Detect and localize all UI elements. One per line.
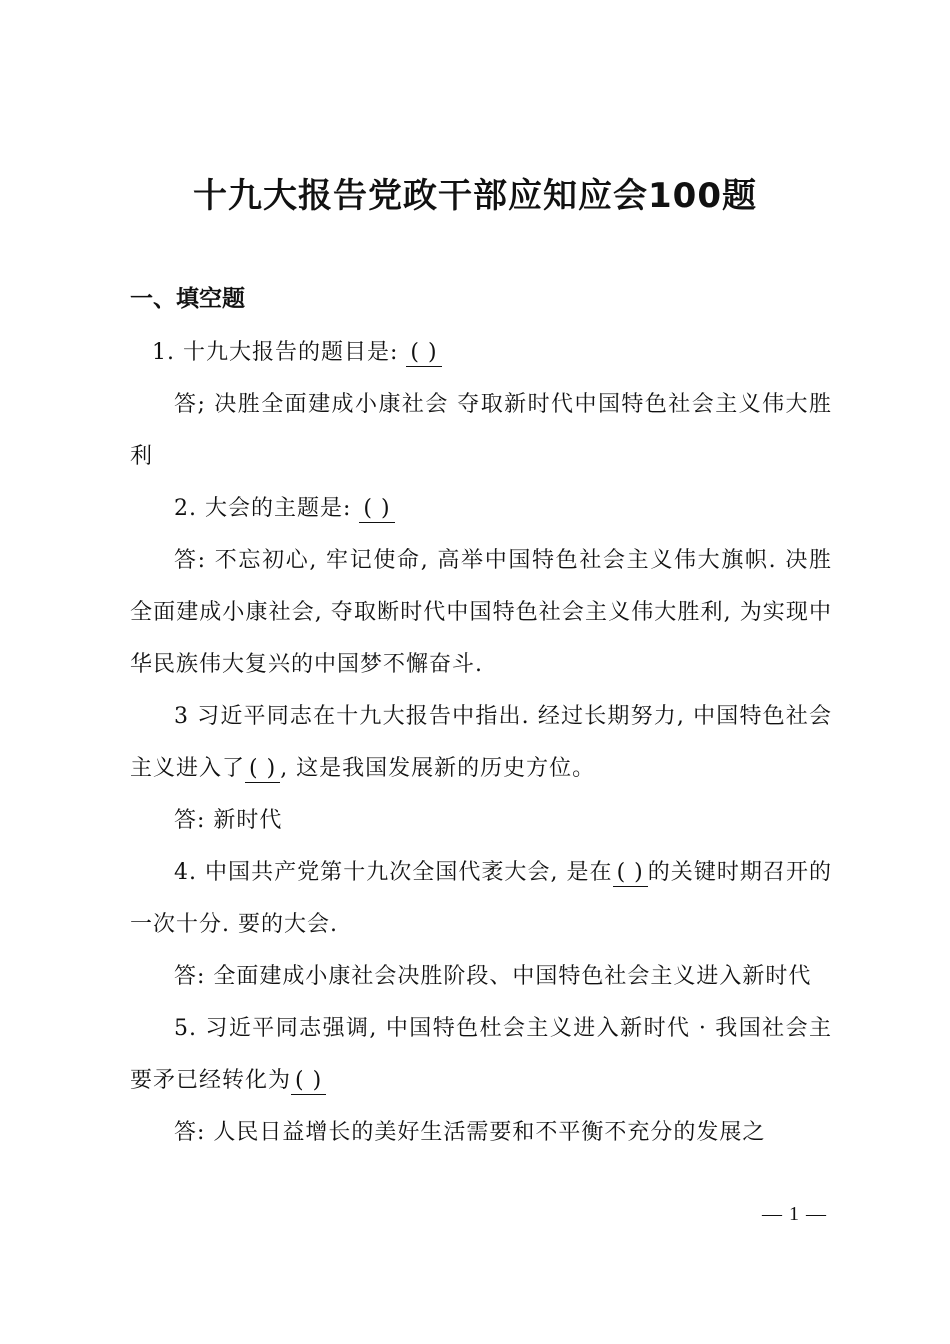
- question-text: 3 习近平同志在十九大报告中指出. 经过长期努力, 中国特色社会主义进入了: [130, 704, 832, 781]
- answer-4: 答: 全面建成小康社会决胜阶段、中国特色社会主义进入新时代: [174, 964, 812, 989]
- question-1: [130, 327, 832, 379]
- page-number: — 1 —: [762, 1203, 827, 1225]
- question-list: [130, 327, 832, 1159]
- answer-3: 答: 新时代: [174, 808, 283, 833]
- answer-blank: ( ): [291, 1068, 326, 1095]
- question-2: [130, 483, 832, 535]
- question-text: 4. 中国共产党第十九次全国代袤大会, 是在: [174, 860, 613, 885]
- section-heading: 一、填空题: [130, 286, 245, 312]
- question-text: 2. 大会的主题是:: [174, 496, 360, 521]
- page-title: 十九大报告党政干部应知应会100题: [193, 176, 757, 216]
- answer-1: 答; 决胜全面建成小康社会 夺取新时代中国特色社会主义伟大胜利: [130, 392, 832, 469]
- question-text: 1. 十九大报告的题目是:: [152, 340, 407, 365]
- question-3: [130, 691, 832, 795]
- question-text-tail: 的关键时期召开的一次十分. 要的大会.: [130, 860, 832, 937]
- answer-blank: ( ): [613, 860, 648, 887]
- answer-blank: ( ): [359, 496, 394, 523]
- answer-blank: ( ): [406, 340, 441, 367]
- answer-2: 答: 不忘初心, 牢记使命, 高举中国特色社会主义伟大旗帜. 决胜全面建成小康社会, 夺取断时代中国特色社会主义伟大胜利, 为实现中华民族伟大复兴的中国梦不懈奋斗.: [130, 548, 832, 677]
- answer-blank: ( ): [245, 756, 280, 783]
- question-text-tail: , 这是我国发展新的历史方位。: [280, 756, 596, 781]
- question-text: 5. 习近平同志强调, 中国特色杜会主义进入新时代 · 我国社会主要矛已经转化为: [130, 1016, 832, 1093]
- question-4: [130, 847, 832, 951]
- answer-5: 答: 人民日益增长的美好生活需要和不平衡不充分的发展之: [174, 1120, 766, 1145]
- question-5: [130, 1003, 832, 1107]
